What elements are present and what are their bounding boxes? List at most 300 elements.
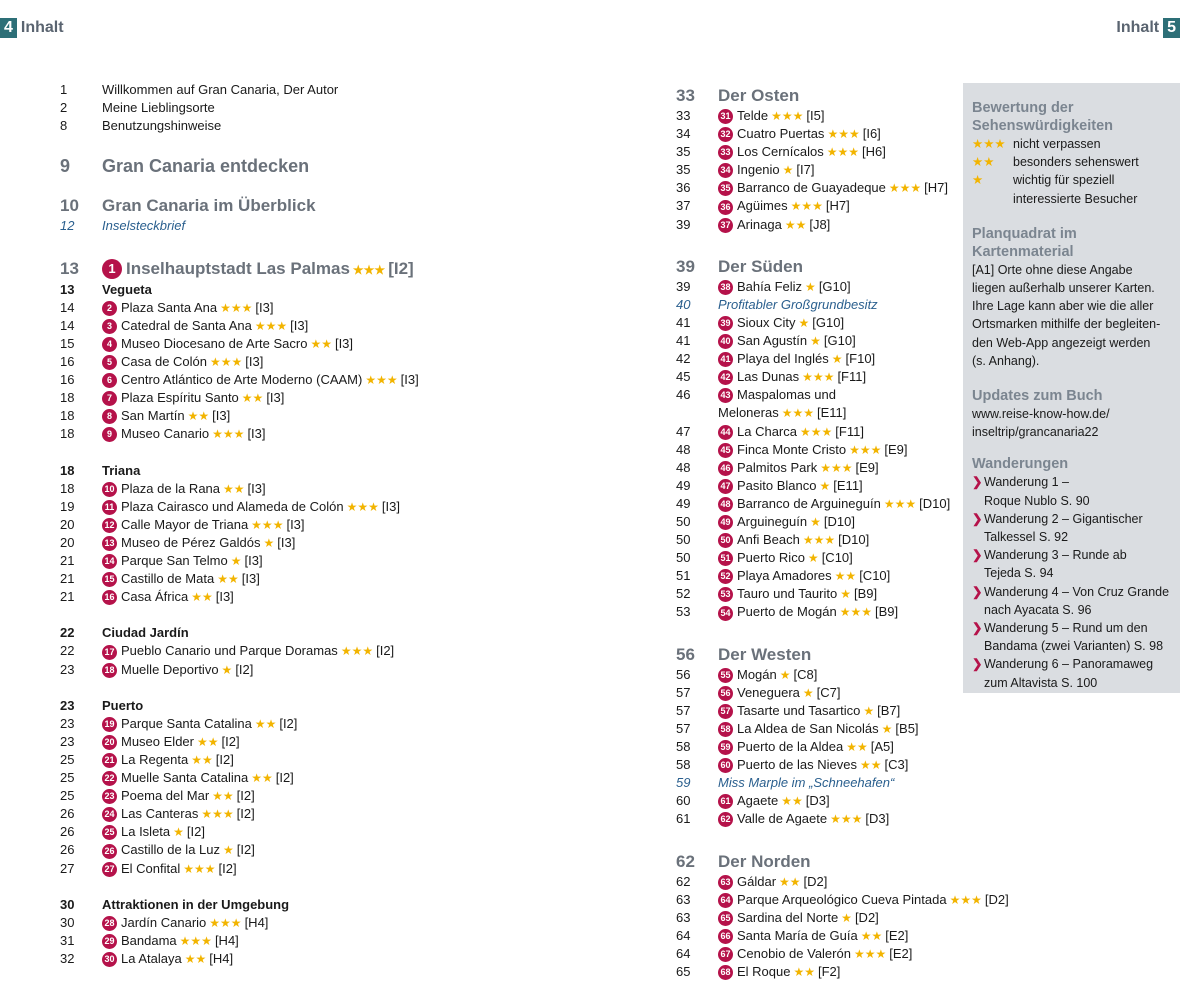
sight-number-badge: 62 — [718, 812, 733, 827]
toc-chapter-heading[interactable] — [60, 195, 580, 217]
toc-entry[interactable] — [60, 299, 580, 317]
toc-entry[interactable] — [60, 552, 580, 570]
chevron-right-icon — [972, 601, 984, 619]
sight-number-badge: 7 — [102, 391, 117, 406]
hike-item[interactable] — [972, 583, 1180, 601]
toc-entry[interactable] — [60, 534, 580, 552]
entry-title: Pasito Blanco — [737, 477, 817, 493]
hike-item-cont[interactable] — [972, 601, 1180, 619]
toc-entry[interactable] — [676, 404, 956, 422]
toc-entry[interactable] — [60, 480, 580, 498]
sight-number-badge: 15 — [102, 572, 117, 587]
map-grid-ref: [I2] — [235, 661, 254, 677]
plan-line: (s. Anhang). — [972, 353, 1040, 368]
rating-stars: ★ — [802, 685, 814, 700]
rating-stars: ★★★ — [210, 354, 243, 369]
entry-title: La Aldea de San Nicolás — [737, 720, 879, 736]
toc-part-heading[interactable] — [60, 153, 580, 179]
page-number: 18 — [60, 462, 75, 478]
entry-text — [718, 720, 956, 738]
rating-stars: ★★★ — [781, 406, 814, 421]
rating-stars: ★★★ — [340, 644, 374, 659]
toc-entry[interactable] — [676, 197, 956, 215]
entry-text — [718, 567, 956, 585]
sight-number-badge: 33 — [718, 145, 733, 160]
entry-title: Anfi Beach — [737, 532, 800, 548]
toc-entry[interactable] — [676, 350, 956, 368]
map-grid-ref: [C10] — [859, 568, 891, 584]
sight-number-badge: 28 — [102, 916, 117, 931]
toc-section-heading[interactable] — [60, 281, 580, 299]
page-number: 21 — [60, 571, 75, 587]
entry-text — [718, 256, 956, 278]
rating-stars: ★★ — [191, 590, 213, 605]
toc-section-heading[interactable] — [60, 624, 580, 642]
rating-stars: ★★★ — [201, 807, 234, 822]
sight-number-badge: 57 — [718, 704, 733, 719]
toc-entry[interactable] — [676, 873, 956, 891]
rating-stars: ★★ — [781, 794, 803, 809]
page-number: 20 — [60, 534, 75, 550]
toc-entry[interactable] — [676, 314, 956, 332]
page-number: 46 — [676, 387, 691, 403]
toc-entry[interactable] — [60, 751, 580, 769]
map-grid-ref: [H4] — [244, 914, 269, 930]
sight-number-badge: 58 — [718, 722, 733, 737]
map-grid-ref: [D3] — [805, 793, 830, 809]
hikes-title: Wanderungen — [972, 456, 1069, 473]
entry-text — [718, 702, 956, 720]
toc-entry[interactable] — [676, 531, 956, 549]
toc-feature-entry[interactable] — [676, 774, 956, 792]
updates-link-line[interactable]: inseltrip/grancanaria22 — [972, 425, 1099, 440]
toc-entry[interactable] — [676, 161, 956, 179]
entry-text — [718, 161, 956, 179]
sight-number-badge: 37 — [718, 218, 733, 233]
page-number: 39 — [676, 278, 691, 294]
plan-text — [972, 261, 1180, 370]
rating-stars: ★ — [173, 825, 184, 840]
sight-number-badge: 8 — [102, 409, 117, 424]
sight-number-badge: 36 — [718, 200, 733, 215]
hike-item-cont[interactable] — [972, 528, 1180, 546]
page-number: 39 — [676, 256, 695, 276]
entry-text — [102, 787, 580, 805]
hikes-list — [972, 473, 1180, 691]
toc-entry[interactable] — [676, 179, 956, 197]
toc-entry[interactable] — [676, 386, 956, 404]
toc-entry[interactable] — [60, 389, 580, 407]
page-number-left: 4 — [0, 18, 17, 38]
toc-entry[interactable] — [60, 914, 580, 932]
entry-text — [102, 425, 580, 443]
rating-stars: ★ — [863, 703, 875, 718]
entry-title: Bahía Feliz — [737, 278, 803, 294]
toc-entry[interactable] — [676, 684, 956, 702]
toc-section-heading[interactable] — [60, 697, 580, 715]
toc-entry[interactable] — [60, 570, 580, 588]
page-number: 27 — [60, 860, 75, 876]
toc-feature-entry[interactable] — [60, 217, 580, 235]
toc-entry[interactable] — [676, 278, 956, 296]
entry-title: Puerto de las Nieves — [737, 757, 857, 773]
rating-stars: ★★★ — [790, 199, 823, 214]
rating-stars: ★★ — [217, 572, 239, 587]
toc-entry[interactable] — [60, 407, 580, 425]
entry-title: Vegueta — [102, 281, 152, 297]
entry-title: Der Westen — [718, 644, 812, 664]
legend-row — [972, 135, 1180, 153]
entry-title: Playa Amadores — [737, 568, 832, 584]
spacer — [60, 235, 580, 253]
rating-stars: ★★ — [241, 391, 264, 406]
hike-text: Wanderung 4 – Von Cruz Grande — [984, 584, 1170, 599]
hike-item-cont[interactable] — [972, 564, 1180, 582]
plan-line: liegen außerhalb unserer Karten. — [972, 281, 1155, 296]
toc-entry[interactable] — [676, 332, 956, 350]
map-grid-ref: [I3] — [241, 571, 260, 587]
toc-entry[interactable] — [60, 353, 580, 371]
entry-title: Casa de Colón — [121, 353, 207, 369]
toc-left-column — [60, 81, 580, 968]
page-number: 16 — [60, 372, 75, 388]
sight-number-badge: 23 — [102, 789, 117, 804]
toc-entry[interactable] — [676, 459, 956, 477]
toc-chapter-heading[interactable] — [676, 85, 956, 107]
toc-feature-entry[interactable] — [676, 296, 956, 314]
entry-text — [102, 769, 580, 787]
entry-text — [718, 332, 956, 350]
entry-title: Castillo de la Luz — [121, 842, 220, 858]
map-grid-ref: [I2] — [236, 788, 255, 804]
legend-row — [972, 153, 1180, 171]
page-number: 36 — [676, 180, 691, 196]
toc-entry[interactable] — [676, 891, 1009, 909]
toc-entry[interactable] — [676, 441, 956, 459]
toc-entry[interactable] — [676, 963, 956, 981]
sight-number-badge: 14 — [102, 554, 117, 569]
entry-title: La Charca — [737, 423, 797, 439]
entry-text — [718, 891, 1009, 909]
page-number: 60 — [676, 793, 691, 809]
rating-stars: ★★ — [187, 409, 210, 424]
toc-entry[interactable] — [676, 909, 956, 927]
rating-stars: ★ — [221, 662, 233, 677]
map-grid-ref: [D10] — [823, 513, 855, 529]
hike-text: Tejeda S. 94 — [984, 566, 1054, 581]
rating-stars: ★★★ — [820, 460, 853, 475]
toc-entry[interactable] — [676, 945, 956, 963]
sight-number-badge: 42 — [718, 370, 733, 385]
entry-title: Casa África — [121, 589, 189, 605]
chevron-right-icon: ❯ — [972, 584, 983, 599]
hike-text: Wanderung 2 – Gigantischer — [984, 511, 1143, 526]
entry-title: Inselhauptstadt Las Palmas — [126, 258, 350, 278]
toc-entry[interactable] — [676, 125, 956, 143]
toc-entry[interactable] — [60, 117, 580, 135]
toc-entry[interactable] — [676, 216, 956, 234]
toc-entry[interactable] — [60, 841, 580, 859]
rating-stars: ★★ — [212, 789, 234, 804]
entry-text — [102, 751, 580, 769]
toc-entry[interactable] — [60, 642, 580, 660]
toc-entry[interactable] — [676, 567, 956, 585]
entry-text — [102, 335, 580, 353]
entry-text — [718, 495, 956, 513]
page-number: 56 — [676, 666, 691, 682]
page-number: 26 — [60, 842, 75, 858]
page-number — [676, 404, 718, 422]
map-grid-ref: [I7] — [796, 162, 815, 178]
page-number: 65 — [676, 964, 691, 980]
entry-title: Plaza Espíritu Santo — [121, 390, 239, 406]
entry-text — [718, 963, 956, 981]
toc-chapter-heading[interactable] — [676, 851, 956, 873]
entry-text — [718, 314, 956, 332]
toc-section-heading[interactable] — [60, 896, 580, 914]
toc-entry[interactable] — [60, 516, 580, 534]
legend-row — [972, 171, 1180, 189]
sight-number-badge: 49 — [718, 515, 733, 530]
toc-entry[interactable] — [676, 792, 956, 810]
hike-item[interactable] — [972, 473, 1180, 491]
page-number: 64 — [676, 927, 691, 943]
entry-title: Der Osten — [718, 86, 800, 105]
rating-stars: ★ — [840, 587, 851, 602]
hike-item[interactable] — [972, 510, 1180, 528]
rating-stars: ★★ — [860, 928, 883, 943]
map-grid-ref: [E2] — [885, 927, 909, 943]
toc-entry[interactable] — [676, 585, 956, 603]
toc-chapter-heading[interactable] — [676, 644, 956, 666]
rating-stars: ★★★ — [365, 373, 398, 388]
entry-title: Ciudad Jardín — [102, 625, 189, 641]
entry-text — [102, 642, 580, 660]
spacer — [60, 679, 580, 697]
spacer — [60, 179, 580, 191]
legend-text: interessierte Besucher — [1013, 191, 1138, 206]
toc-chapter-heading[interactable] — [60, 258, 580, 281]
toc-entry[interactable] — [60, 335, 580, 353]
sight-number-badge: 52 — [718, 569, 733, 584]
toc-entry[interactable] — [676, 666, 956, 684]
toc-entry[interactable] — [676, 477, 956, 495]
entry-text — [718, 386, 956, 404]
sight-number-badge: 35 — [718, 181, 733, 196]
entry-text — [102, 932, 580, 950]
page-number: 18 — [60, 480, 75, 496]
spacer — [676, 234, 956, 252]
toc-entry[interactable] — [676, 143, 956, 161]
hike-item[interactable] — [972, 546, 1180, 564]
entry-text — [718, 368, 956, 386]
toc-entry[interactable] — [676, 107, 956, 125]
page-number: 48 — [676, 441, 691, 457]
toc-entry[interactable] — [676, 368, 956, 386]
toc-entry[interactable] — [60, 81, 580, 99]
rating-stars: ★ — [263, 535, 275, 550]
toc-entry[interactable] — [60, 498, 580, 516]
entry-text — [718, 684, 956, 702]
entry-title: El Roque — [737, 964, 791, 980]
sight-number-badge: 50 — [718, 533, 733, 548]
hike-item-cont[interactable] — [972, 492, 1180, 510]
toc-entry[interactable] — [676, 738, 956, 756]
sight-number-badge: 21 — [102, 753, 117, 768]
toc-entry[interactable] — [676, 603, 956, 621]
map-grid-ref: [H7] — [924, 180, 949, 196]
legend-text: besonders sehenswert — [1013, 155, 1139, 170]
entry-text — [718, 296, 956, 314]
page-number: 12 — [60, 218, 75, 234]
map-grid-ref: [I3] — [244, 552, 263, 568]
entry-text — [102, 498, 580, 516]
page-number: 58 — [676, 739, 691, 754]
map-grid-ref: [D2] — [984, 891, 1009, 907]
entry-text — [718, 851, 956, 873]
entry-title: Telde — [737, 108, 769, 123]
entry-text — [102, 733, 580, 751]
toc-entry[interactable] — [60, 317, 580, 335]
page-number: 8 — [60, 118, 68, 134]
entry-text — [102, 81, 580, 99]
entry-text — [718, 278, 956, 296]
toc-entry[interactable] — [60, 823, 580, 841]
page-number: 57 — [676, 702, 691, 718]
spacer — [676, 828, 956, 846]
toc-chapter-heading[interactable] — [676, 256, 956, 278]
toc-entry[interactable] — [60, 805, 580, 823]
toc-entry[interactable] — [676, 495, 956, 513]
entry-title: El Confital — [121, 860, 181, 876]
entry-title: Museo Diocesano de Arte Sacro — [121, 335, 308, 351]
entry-text — [718, 179, 956, 197]
toc-entry[interactable] — [60, 787, 580, 805]
entry-title: Santa María de Guía — [737, 927, 858, 943]
plan-title: Planquadrat im Kartenmaterial — [972, 225, 1077, 260]
map-grid-ref: [B7] — [877, 702, 901, 718]
toc-entry[interactable] — [60, 661, 580, 679]
entry-title: Museo Elder — [121, 733, 194, 749]
entry-title: Plaza Santa Ana — [121, 299, 218, 315]
hike-item[interactable] — [972, 619, 1180, 637]
sight-number-badge: 38 — [718, 280, 733, 295]
hike-text: nach Ayacata S. 96 — [984, 602, 1092, 617]
sight-number-badge: 18 — [102, 663, 117, 678]
toc-entry[interactable] — [60, 950, 580, 968]
entry-title: Tauro und Taurito — [737, 586, 838, 602]
rating-stars: ★★★ — [771, 109, 804, 123]
sight-number-badge: 68 — [718, 965, 733, 980]
legend-stars: ★ — [972, 173, 984, 188]
toc-entry[interactable] — [676, 756, 956, 774]
entry-title: Museo Canario — [121, 426, 210, 442]
entry-text — [718, 666, 956, 684]
map-grid-ref: [D10] — [838, 532, 870, 548]
toc-entry[interactable] — [676, 423, 956, 441]
entry-title: Museo de Pérez Galdós — [121, 534, 261, 550]
sight-number-badge: 27 — [102, 862, 117, 877]
entry-title: Triana — [102, 462, 141, 478]
page-number: 45 — [676, 369, 691, 385]
sight-number-badge: 55 — [718, 668, 733, 683]
sight-number-badge: 67 — [718, 947, 733, 962]
toc-entry[interactable] — [60, 371, 580, 389]
rating-stars: ★★ — [779, 874, 801, 889]
toc-entry[interactable] — [676, 702, 956, 720]
page-number: 57 — [676, 684, 691, 700]
hike-item[interactable] — [972, 655, 1180, 673]
spacer — [60, 878, 580, 896]
rating-stars: ★ — [782, 163, 794, 178]
entry-text — [102, 624, 580, 642]
entry-text — [102, 896, 580, 914]
entry-title: Puerto Rico — [737, 550, 805, 566]
rating-stars: ★★★ — [251, 517, 284, 532]
toc-entry[interactable] — [676, 810, 956, 828]
page-title-right: Inhalt — [1116, 19, 1160, 36]
entry-text — [718, 513, 956, 531]
rating-stars: ★★★ — [839, 605, 873, 620]
map-grid-ref: [C8] — [793, 666, 818, 682]
toc-entry[interactable] — [60, 715, 580, 733]
entry-title: Calle Mayor de Triana — [121, 516, 249, 532]
map-grid-ref: [D2] — [803, 873, 828, 889]
page-number: 9 — [60, 156, 71, 177]
entry-title: Plaza Cairasco und Alameda de Colón — [121, 498, 344, 514]
map-grid-ref: [I3] — [400, 372, 419, 388]
toc-entry[interactable] — [676, 549, 956, 567]
toc-entry[interactable] — [60, 769, 580, 787]
entry-text — [718, 909, 956, 927]
rating-stars: ★ — [807, 551, 819, 566]
hike-item-cont[interactable] — [972, 674, 1180, 692]
entry-title: Mogán — [737, 666, 777, 682]
entry-text — [102, 317, 580, 335]
hike-item-cont[interactable] — [972, 637, 1180, 655]
entry-text — [718, 738, 956, 756]
entry-text — [718, 603, 956, 621]
chevron-right-icon: ❯ — [972, 657, 983, 672]
toc-entry[interactable] — [676, 927, 956, 945]
map-grid-ref: [I3] — [277, 534, 296, 550]
updates-text[interactable] — [972, 405, 1180, 441]
chevron-right-icon: ❯ — [972, 511, 983, 526]
toc-section-heading[interactable] — [60, 462, 580, 480]
toc-entry[interactable] — [60, 99, 580, 117]
toc-entry[interactable] — [60, 588, 580, 606]
rating-stars: ★ — [810, 334, 821, 349]
entry-title: La Isleta — [121, 824, 171, 840]
entry-title: Sardina del Norte — [737, 909, 839, 925]
toc-entry[interactable] — [676, 720, 956, 738]
page-number: 13 — [60, 281, 75, 297]
entry-text — [102, 697, 580, 715]
toc-entry[interactable] — [676, 513, 956, 531]
toc-entry[interactable] — [60, 860, 580, 878]
updates-link-line[interactable]: www.reise-know-how.de/ — [972, 407, 1110, 422]
toc-entry[interactable] — [60, 425, 580, 443]
toc-entry[interactable] — [60, 932, 580, 950]
entry-title: Bandama — [121, 932, 177, 948]
entry-text — [718, 125, 956, 143]
toc-entry[interactable] — [60, 733, 580, 751]
chevron-right-icon — [972, 528, 984, 546]
entry-title: Miss Marple im „Schneehafen“ — [718, 775, 895, 791]
map-grid-ref: [H6] — [862, 144, 886, 160]
entry-text — [102, 353, 580, 371]
entry-title: Maspalomas und — [737, 387, 836, 403]
